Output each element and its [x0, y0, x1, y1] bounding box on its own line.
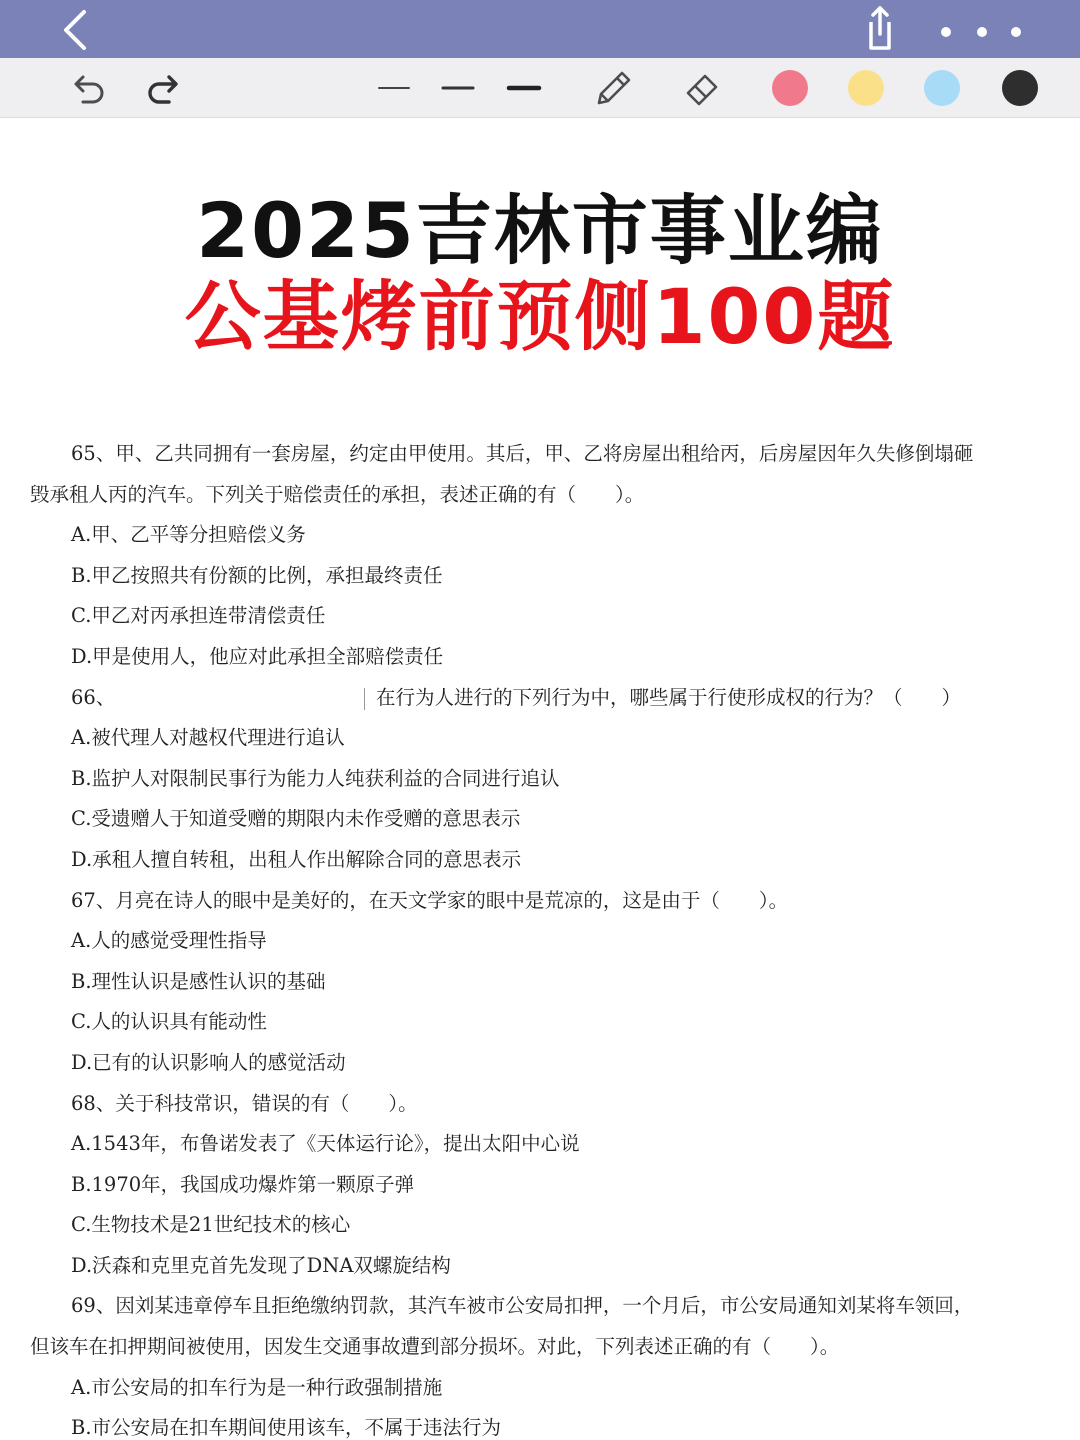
share-icon[interactable] [852, 2, 906, 56]
option-65-d: D.甲是使用人，他应对此承担全部赔偿责任 [71, 644, 444, 668]
question-65-stem: 65、甲、乙共同拥有一套房屋，约定由甲使用。其后，甲、乙将房屋出租给丙，后房屋因年久失修倒塌砸 [71, 442, 974, 465]
eraser-icon[interactable] [676, 58, 728, 118]
option-66-d: D.承租人擅自转租，出租人作出解除合同的意思表示 [71, 847, 522, 871]
question-68-stem: 68、关于科技常识，错误的有（ ）。 [71, 1091, 418, 1115]
option-66-b: B.监护人对限制民事行为能力人纯获利益的合同进行追认 [71, 766, 560, 790]
option-69-a: A.市公安局的扣车行为是一种行政强制措施 [71, 1375, 443, 1399]
color-yellow-swatch[interactable] [842, 58, 890, 118]
question-66-stem [30, 678, 1040, 719]
option-66-c: C.受遗赠人于知道受赠的期限内未作受赠的意思表示 [71, 807, 521, 831]
document-title-line2: 公基烤前预侧100题 [184, 272, 896, 361]
color-pink-swatch[interactable] [766, 58, 814, 118]
pencil-icon[interactable] [588, 58, 640, 118]
option-68-a: A.1543年，布鲁诺发表了《天体运行论》，提出太阳中心说 [71, 1132, 580, 1156]
option-65-a: A.甲、乙平等分担赔偿义务 [71, 523, 306, 547]
question-66-text: 在行为人进行的下列行为中，哪些属于行使形成权的行为？（ ） [376, 685, 962, 709]
option-67-d: D.已有的认识影响人的感觉活动 [71, 1050, 346, 1074]
chevron-left-icon[interactable] [52, 6, 100, 54]
question-67-stem: 67、月亮在诗人的眼中是美好的，在天文学家的眼中是荒凉的，这是由于（ ）。 [71, 888, 789, 912]
color-light-blue-swatch[interactable] [918, 58, 966, 118]
option-67-b: B.理性认识是感性认识的基础 [71, 969, 326, 993]
option-68-d: D.沃森和克里克首先发现了DNA双螺旋结构 [71, 1253, 451, 1277]
document-page[interactable] [0, 118, 1080, 1440]
undo-icon[interactable] [62, 58, 112, 118]
option-66-a: A.被代理人对越权代理进行追认 [71, 726, 345, 750]
option-68-c: C.生物技术是21世纪技术的核心 [71, 1213, 351, 1237]
question-66-number: 66、 [71, 685, 116, 709]
question-69-stem: 69、因刘某违章停车且拒绝缴纳罚款，其汽车被市公安局扣押，一个月后，市公安局通知刘某将车领回， [71, 1294, 974, 1318]
question-65-stem-cont: 毁承租人丙的汽车。下列关于赔偿责任的承担，表述正确的有（ ）。 [30, 482, 645, 506]
top-navbar [0, 0, 1080, 58]
document-title-line1: 2025吉林市事业编 [196, 186, 884, 275]
thin-line-icon[interactable] [372, 58, 416, 118]
text-cursor-mark [364, 688, 365, 710]
option-69-b: B.市公安局在扣车期间使用该车，不属于违法行为 [71, 1416, 502, 1440]
question-69-stem-cont: 但该车在扣押期间被使用，因发生交通事故遭到部分损坏。对此，下列表述正确的有（ ）。 [30, 1335, 840, 1359]
color-black-swatch[interactable] [996, 58, 1044, 118]
option-67-a: A.人的感觉受理性指导 [71, 929, 267, 953]
question-list [30, 434, 1040, 1440]
option-65-c: C.甲乙对丙承担连带清偿责任 [71, 604, 326, 628]
medium-line-icon[interactable] [436, 58, 480, 118]
annotation-toolbar [0, 58, 1080, 118]
option-67-c: C.人的认识具有能动性 [71, 1010, 267, 1034]
more-dots-icon[interactable] [930, 14, 1030, 50]
option-65-b: B.甲乙按照共有份额的比例，承担最终责任 [71, 563, 443, 587]
option-68-b: B.1970年，我国成功爆炸第一颗原子弹 [71, 1172, 415, 1196]
redo-icon[interactable] [140, 58, 190, 118]
thick-line-icon[interactable] [502, 58, 546, 118]
